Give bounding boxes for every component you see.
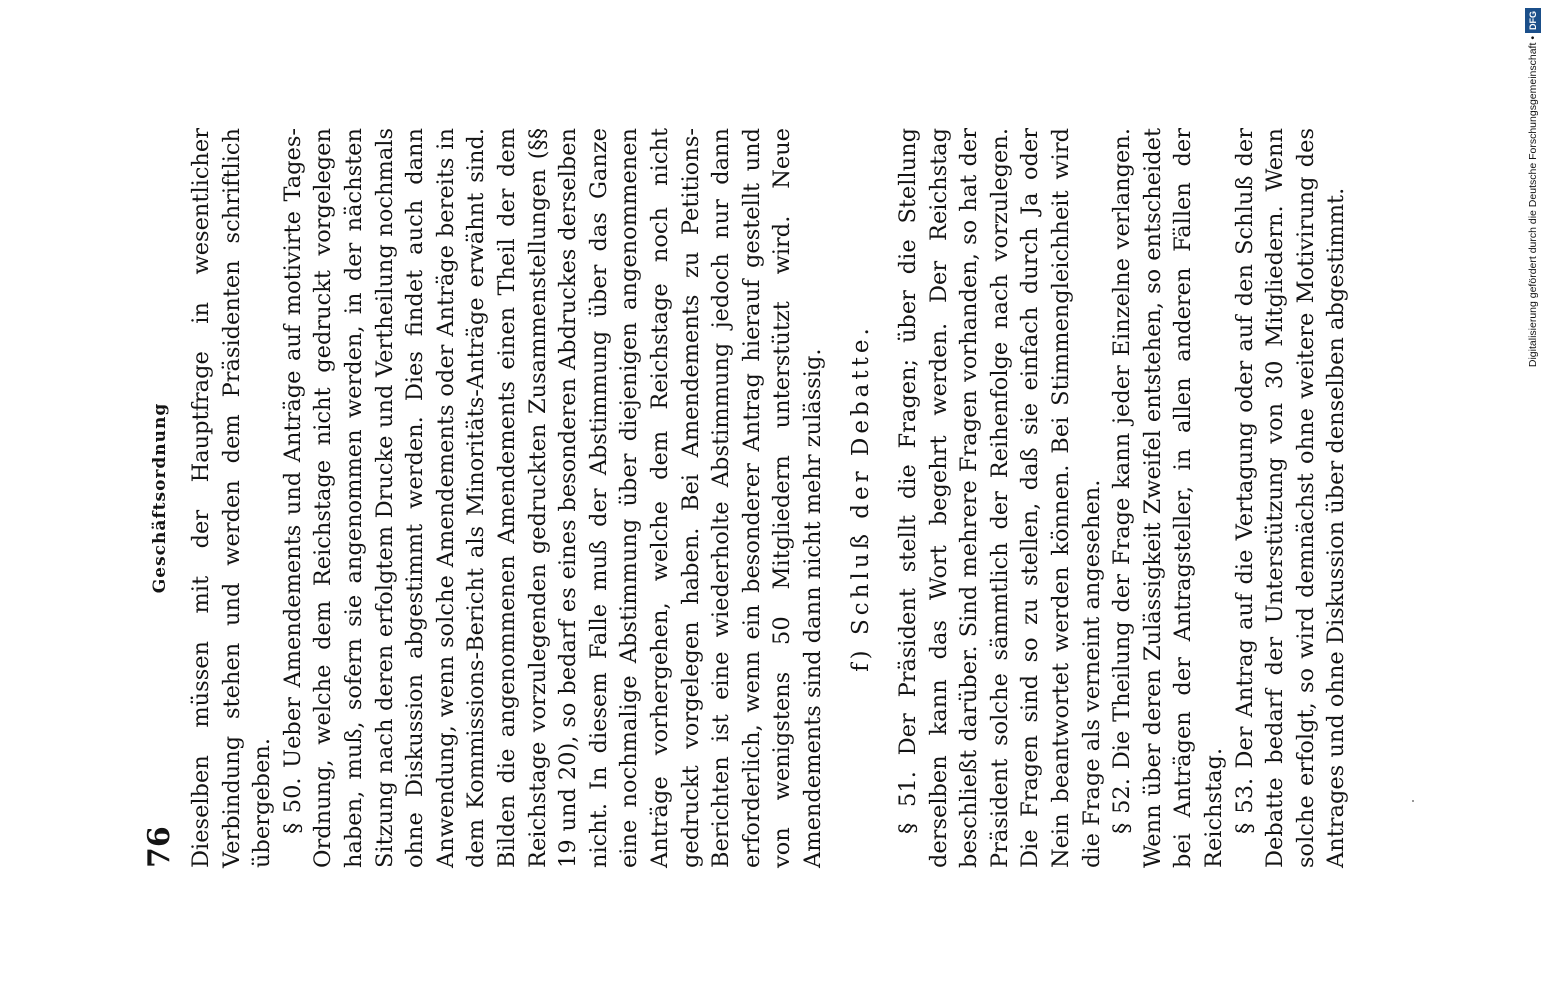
page-number: 76 bbox=[142, 826, 177, 868]
section-text: Der Antrag auf die Vertagung oder auf den Schluß der Debatte bedarf der Unterstützung von 30 Mitgliedern. Wenn solche erfolgt, so wird demnächst ohne weitere Motivirung des Antrages und ohne Diskussion über denselben abgestimmt. bbox=[1231, 128, 1350, 868]
section-number: § 53. bbox=[1231, 777, 1258, 834]
paragraph-continuation bbox=[186, 128, 278, 868]
section-52 bbox=[1107, 128, 1229, 868]
section-text: Der Präsident stellt die Fragen; über die Stellung derselben kann das Wort begehrt werden. Der Reichstag beschließt darüber. Sind mehrere Fragen vorhanden, so hat der Präsident solche sämmtlich der Reihenfolge nach vorzulegen. Die Fragen sind so zu stellen, daß sie einfach durch Ja oder Nein beantwortet werden können. Bei Stimmengleichheit wird die Frage als verneint angesehen. bbox=[895, 128, 1105, 868]
paragraph-text: Dieselben müssen mit der Hauptfrage in wesentlicher Verbindung stehen und werden dem Präsidenten schriftlich übergeben. bbox=[188, 128, 276, 868]
section-51 bbox=[893, 128, 1107, 868]
page-header bbox=[140, 128, 180, 868]
credit-text: Digitalisierung gefördert durch die Deutsche Forschungsgemeinschaft • bbox=[1527, 36, 1539, 368]
section-number: § 51. bbox=[895, 771, 922, 834]
section-text: Ueber Amendements und Anträge auf motivirte Tages-Ordnung, welche dem Reichstage nicht gedruckt vorgelegen haben, muß, sofern sie angenommen werden, in der nächsten Sitzung nach deren erfolgtem Drucke und Vertheilung nochmals ohne Diskussion abgestimmt werden. Dies findet auch dann Anwendung, wenn solche Amendements oder Anträge bereits in dem Kommissions-Bericht als Minoritäts-Anträge erwähnt sind. Bilden die angenommenen Amendements einen Theil der dem Reichstage vorzulegenden gedruckten Zusammenstellungen (§§ 19 und 20), so bedarf es eines besonderen Abdruckes derselben nicht. In diesem Falle muß der Abstimmung über das Ganze eine nochmalige Abstimmung über diejenigen angenommenen Anträge vorhergehen, welche dem Reichstage noch nicht gedruckt vorgelegen haben. Bei Amendements zu Petitions-Berichten ist eine wiederholte Abstimmung jedoch nur dann erforderlich, wenn ein besonderer Antrag hierauf gestellt und von wenigstens 50 Mitgliedern unterstützt wird. Neue Amendements sind dann nicht mehr zulässig. bbox=[279, 127, 826, 868]
section-53 bbox=[1230, 128, 1352, 868]
running-head: Geschäftsordnung bbox=[150, 402, 170, 594]
section-text: Die Theilung der Frage kann jeder Einzelne verlangen. Wenn über deren Zulässigkeit Zweifel entstehen, so entscheidet bei Anträgen der Antragsteller, in allen anderen Fällen der Reichstag. bbox=[1109, 127, 1227, 868]
section-50 bbox=[278, 128, 829, 868]
scanned-page bbox=[140, 128, 1370, 868]
digitization-credit bbox=[1522, 8, 1544, 392]
section-number: § 50. bbox=[279, 777, 306, 834]
section-number: § 52. bbox=[1109, 778, 1136, 834]
scan-speck bbox=[1412, 800, 1414, 802]
body-text bbox=[186, 128, 1352, 868]
dfg-logo: DFG bbox=[1525, 8, 1541, 33]
section-heading: f) Schluß der Debatte. bbox=[848, 324, 875, 672]
